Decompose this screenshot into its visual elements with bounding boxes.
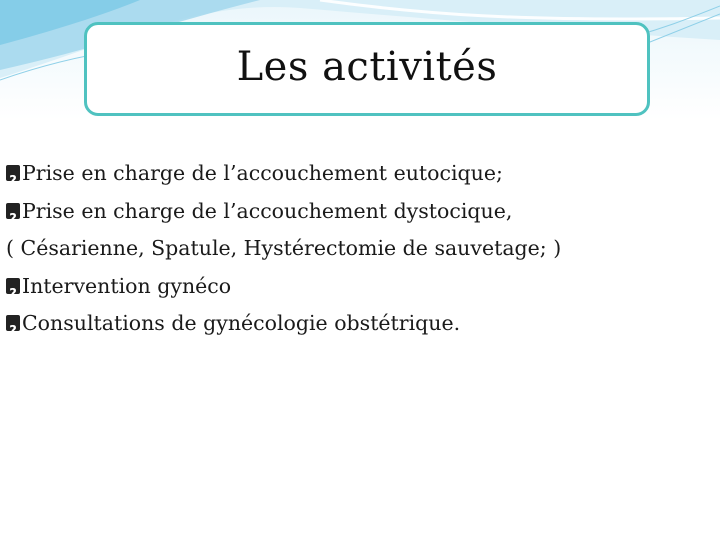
list-item-text: ( Césarienne, Spatule, Hystérectomie de sauvetage; ) xyxy=(6,236,562,260)
list-item xyxy=(6,268,706,306)
list-item-text: Consultations de gynécologie obstétrique. xyxy=(22,311,461,335)
bullet-list xyxy=(6,155,706,343)
list-item-text: Intervention gynéco xyxy=(22,273,232,298)
list-item xyxy=(6,193,706,231)
list-item xyxy=(6,305,706,343)
slide-title: Les activités xyxy=(236,44,498,90)
bullet-glyph-icon xyxy=(6,165,20,181)
bullet-glyph-icon xyxy=(6,315,20,331)
list-item-continuation xyxy=(6,230,706,268)
title-box xyxy=(84,22,650,116)
list-item-text: Prise en charge de l’accouchement eutocique; xyxy=(22,161,503,185)
bullet-glyph-icon xyxy=(6,278,20,294)
list-item-text: Prise en charge de l’accouchement dystocique, xyxy=(22,198,513,223)
list-item xyxy=(6,155,706,193)
bullet-glyph-icon xyxy=(6,203,20,219)
